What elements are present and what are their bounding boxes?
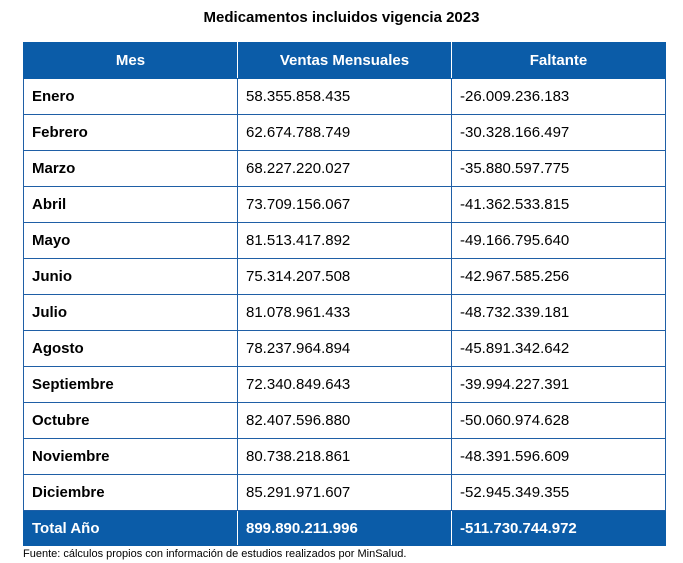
faltante-cell: -39.994.227.391 — [452, 367, 666, 403]
header-mes: Mes — [24, 43, 238, 79]
faltante-cell: -26.009.236.183 — [452, 79, 666, 115]
table-row — [24, 475, 666, 511]
table-row — [24, 295, 666, 331]
month-cell: Agosto — [24, 331, 238, 367]
table-row — [24, 259, 666, 295]
ventas-cell: 78.237.964.894 — [238, 331, 452, 367]
month-cell: Septiembre — [24, 367, 238, 403]
source-footnote: Fuente: cálculos propios con información de estudios realizados por MinSalud. — [23, 548, 407, 560]
faltante-cell: -49.166.795.640 — [452, 223, 666, 259]
month-cell: Diciembre — [24, 475, 238, 511]
faltante-cell: -48.391.596.609 — [452, 439, 666, 475]
header-faltante: Faltante — [452, 43, 666, 79]
ventas-cell: 85.291.971.607 — [238, 475, 452, 511]
month-cell: Octubre — [24, 403, 238, 439]
sales-table — [23, 42, 666, 546]
ventas-cell: 58.355.858.435 — [238, 79, 452, 115]
table-row — [24, 439, 666, 475]
faltante-cell: -52.945.349.355 — [452, 475, 666, 511]
ventas-cell: 82.407.596.880 — [238, 403, 452, 439]
faltante-cell: -45.891.342.642 — [452, 331, 666, 367]
ventas-cell: 80.738.218.861 — [238, 439, 452, 475]
faltante-cell: -35.880.597.775 — [452, 151, 666, 187]
header-ventas-mensuales: Ventas Mensuales — [238, 43, 452, 79]
faltante-cell: -50.060.974.628 — [452, 403, 666, 439]
total-row — [24, 511, 666, 546]
table-row — [24, 367, 666, 403]
faltante-cell: -41.362.533.815 — [452, 187, 666, 223]
table-row — [24, 403, 666, 439]
ventas-cell: 81.513.417.892 — [238, 223, 452, 259]
month-cell: Junio — [24, 259, 238, 295]
month-cell: Abril — [24, 187, 238, 223]
month-cell: Mayo — [24, 223, 238, 259]
faltante-cell: -48.732.339.181 — [452, 295, 666, 331]
ventas-cell: 72.340.849.643 — [238, 367, 452, 403]
month-cell: Noviembre — [24, 439, 238, 475]
table-row — [24, 331, 666, 367]
faltante-cell: -30.328.166.497 — [452, 115, 666, 151]
table-title: Medicamentos incluidos vigencia 2023 — [203, 9, 480, 26]
ventas-cell: 73.709.156.067 — [238, 187, 452, 223]
total-faltante: -511.730.744.972 — [452, 511, 666, 546]
ventas-cell: 62.674.788.749 — [238, 115, 452, 151]
month-cell: Marzo — [24, 151, 238, 187]
table-row — [24, 115, 666, 151]
ventas-cell: 68.227.220.027 — [238, 151, 452, 187]
table-row — [24, 187, 666, 223]
ventas-cell: 81.078.961.433 — [238, 295, 452, 331]
total-label: Total Año — [24, 511, 238, 546]
month-cell: Febrero — [24, 115, 238, 151]
table-row — [24, 79, 666, 115]
month-cell: Julio — [24, 295, 238, 331]
table-row — [24, 151, 666, 187]
total-ventas: 899.890.211.996 — [238, 511, 452, 546]
month-cell: Enero — [24, 79, 238, 115]
ventas-cell: 75.314.207.508 — [238, 259, 452, 295]
faltante-cell: -42.967.585.256 — [452, 259, 666, 295]
table-row — [24, 223, 666, 259]
header-row — [24, 43, 666, 79]
